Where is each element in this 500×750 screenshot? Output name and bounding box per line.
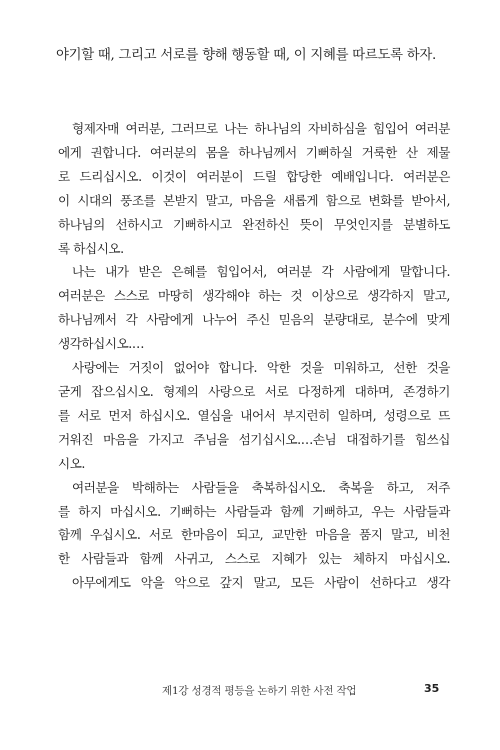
text-line: 시오. xyxy=(58,455,85,471)
running-footer-title: 제1강 성경적 평등을 논하기 위한 사전 작업 xyxy=(162,685,357,697)
text-line: 한 사람들과 함께 사귀고, 스스로 지혜가 있는 체하지 마십시오. xyxy=(58,551,450,567)
text-line: 아무에게도 악을 악으로 갚지 말고, 모든 사람이 선하다고 생각 xyxy=(72,575,450,591)
text-line: 로 드리십시오. 이것이 여러분이 드릴 합당한 예배입니다. 여러분은 xyxy=(58,168,450,184)
text-line: 여러분을 박해하는 사람들을 축복하십시오. 축복을 하고, 저주 xyxy=(72,479,450,495)
paragraph xyxy=(58,356,450,476)
text-line: 형제자매 여러분, 그러므로 나는 하나님의 자비하심을 힘입어 여러분 xyxy=(72,121,450,136)
text-line: 하나님께서 각 사람에게 나누어 주신 믿음의 분량대로, 분수에 맞게 xyxy=(58,312,450,328)
text-line: 거워진 마음을 가지고 주님을 섬기십시오.…손님 대접하기를 힘쓰십 xyxy=(58,431,450,447)
text-line: 를 서로 먼저 하십시오. 열심을 내어서 부지런히 일하며, 성령으로 뜨 xyxy=(58,407,450,423)
opening-sentence: 야기할 때, 그리고 서로를 향해 행동할 때, 이 지혜를 따르도록 하자. xyxy=(56,48,436,63)
paragraph xyxy=(58,260,450,356)
text-line: 여러분은 스스로 마땅히 생각해야 하는 것 이상으로 생각하지 말고, xyxy=(58,288,450,304)
text-line: 이 시대의 풍조를 본받지 말고, 마음을 새롭게 함으로 변화를 받아서, xyxy=(58,192,450,208)
paragraph xyxy=(58,571,450,595)
paragraph xyxy=(58,117,450,260)
text-line: 함께 우십시오. 서로 한마음이 되고, 교만한 마음을 품지 말고, 비천 xyxy=(58,527,450,543)
text-line: 나는 내가 받은 은혜를 힘입어서, 여러분 각 사람에게 말합니다. xyxy=(72,264,450,280)
page-number: 35 xyxy=(424,682,440,695)
text-line: 에게 권합니다. 여러분의 몸을 하나님께서 기뻐하실 거룩한 산 제물 xyxy=(58,144,450,160)
text-line: 록 하십시오. xyxy=(58,240,124,256)
text-line: 를 하지 마십시오. 기뻐하는 사람들과 함께 기뻐하고, 우는 사람들과 xyxy=(58,503,450,519)
scripture-quotation xyxy=(58,117,450,595)
text-line: 굳게 잡으십시오. 형제의 사랑으로 서로 다정하게 대하며, 존경하기 xyxy=(58,383,450,399)
text-line: 생각하십시오.… xyxy=(58,336,144,352)
paragraph xyxy=(58,476,450,572)
page-footer xyxy=(0,683,500,703)
text-line: 하나님의 선하시고 기뻐하시고 완전하신 뜻이 무엇인지를 분별하도 xyxy=(58,216,450,232)
text-line: 사랑에는 거짓이 없어야 합니다. 악한 것을 미워하고, 선한 것을 xyxy=(72,360,450,376)
